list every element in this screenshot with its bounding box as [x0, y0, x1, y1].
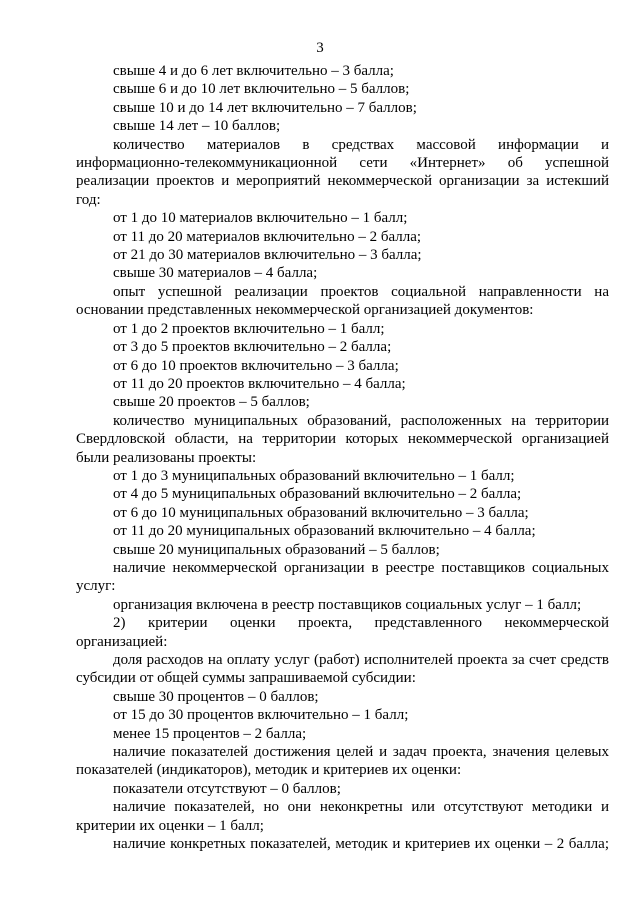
paragraph: опыт успешной реализации проектов социальной направленности на основании представленных некоммерческой организацией документов: [76, 283, 609, 319]
paragraph: от 3 до 5 проектов включительно – 2 балла; [113, 339, 392, 356]
paragraph: 2) критерии оценки проекта, представленного некоммерческой организацией: [76, 615, 609, 650]
paragraph: показатели отсутствуют – 0 баллов; [113, 780, 341, 797]
paragraph: свыше 20 муниципальных образований – 5 баллов; [113, 541, 440, 558]
paragraph: от 1 до 3 муниципальных образований включительно – 1 балл; [113, 467, 515, 484]
paragraph: от 21 до 30 материалов включительно – 3 балла; [113, 247, 422, 264]
paragraph: количество муниципальных образований, расположенных на территории Свердловской области, на территории которых некоммерческой организацией были реализованы проекты: [76, 412, 609, 466]
paragraph: свыше 20 проектов – 5 баллов; [113, 394, 310, 411]
paragraph: от 1 до 2 проектов включительно – 1 балл; [113, 320, 385, 337]
paragraph: свыше 14 лет – 10 баллов; [113, 118, 281, 135]
paragraph: свыше 4 и до 6 лет включительно – 3 балла; [113, 63, 394, 79]
paragraph: от 15 до 30 процентов включительно – 1 балл; [113, 707, 409, 724]
paragraph: доля расходов на оплату услуг (работ) исполнителей проекта за счет средств субсидии от общей суммы запрашиваемой субсидии: [76, 652, 609, 687]
paragraph: менее 15 процентов – 2 балла; [113, 725, 307, 742]
paragraph: наличие конкретных показателей, методик и критериев их оценки – 2 балла; [113, 836, 609, 853]
paragraph: от 1 до 10 материалов включительно – 1 балл; [113, 210, 408, 227]
paragraph: от 6 до 10 проектов включительно – 3 балла; [113, 357, 399, 374]
paragraph: свыше 6 и до 10 лет включительно – 5 баллов; [113, 81, 410, 98]
paragraph: свыше 30 материалов – 4 балла; [113, 265, 318, 282]
paragraph: от 6 до 10 муниципальных образований включительно – 3 балла; [113, 504, 529, 521]
paragraph: от 11 до 20 проектов включительно – 4 балла; [113, 375, 406, 392]
paragraph: от 4 до 5 муниципальных образований включительно – 2 балла; [113, 486, 522, 503]
page-number: 3 [316, 40, 324, 56]
paragraph: от 11 до 20 муниципальных образований включительно – 4 балла; [113, 523, 536, 540]
paragraph: свыше 30 процентов – 0 баллов; [113, 688, 319, 705]
paragraph: наличие показателей достижения целей и задач проекта, значения целевых показателей (индикаторов), методик и критериев их оценки: [76, 744, 609, 779]
paragraph: количество материалов в средствах массовой информации и информационно-телекоммуникационной сети «Интернет» об успешной реализации проектов и мероприятий некоммерческой организации за истекший год: [76, 136, 609, 208]
document-body [76, 62, 609, 853]
paragraph: от 11 до 20 материалов включительно – 2 балла; [113, 228, 422, 245]
paragraph: наличие показателей, но они неконкретны или отсутствуют методики и критерии их оценки – 1 балл; [76, 799, 609, 834]
paragraph: наличие некоммерческой организации в реестре поставщиков социальных услуг: [76, 559, 609, 595]
paragraph: свыше 10 и до 14 лет включительно – 7 баллов; [113, 99, 417, 116]
paragraph: организация включена в реестр поставщиков социальных услуг – 1 балл; [113, 596, 582, 613]
